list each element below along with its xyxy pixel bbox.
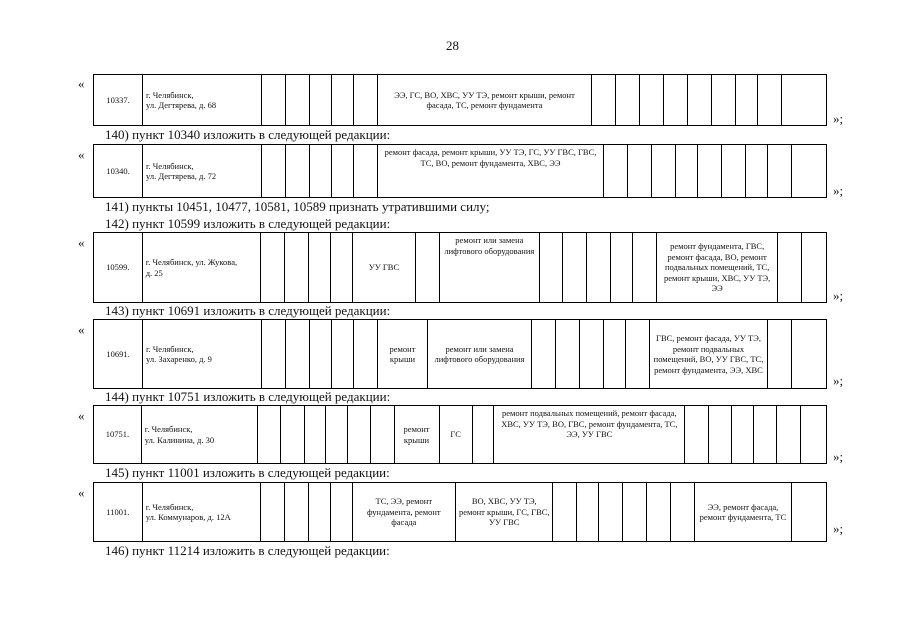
table-row xyxy=(93,232,827,303)
works-cell: ремонт крыши xyxy=(395,406,440,463)
address-cell xyxy=(143,320,262,388)
quote-open: « xyxy=(78,485,85,500)
row-number: 10599. xyxy=(94,233,143,302)
table-row xyxy=(93,74,827,126)
address-cell xyxy=(142,406,258,463)
works-cell: ремонт подвальных помещений, ремонт фасада, ХВС, УУ ТЭ, ВО, ГВС, ремонт фундамента, ТС, ЭЭ, УУ ГВС xyxy=(494,406,685,463)
address-city: г. Челябинск, xyxy=(146,343,194,354)
quote-open: « xyxy=(78,76,85,91)
address-city: г. Челябинск, ул. Жукова, xyxy=(145,257,238,267)
works-cell: ремонт фасада, ремонт крыши, УУ ТЭ, ГС, УУ ГВС, ГВС, ТС, ВО, ремонт фундамента, ХВС, ЭЭ xyxy=(378,145,604,197)
quote-close: »; xyxy=(833,521,844,536)
instruction-145: 145) пункт 11001 изложить в следующей редакции: xyxy=(105,465,390,480)
page-number: 28 xyxy=(446,38,459,53)
works-cell: ремонт крыши xyxy=(378,320,428,388)
address-city: г. Челябинск, xyxy=(145,501,194,512)
row-number: 11001. xyxy=(94,483,143,541)
works-cell: ЭЭ, ГС, ВО, ХВС, УУ ТЭ, ремонт крыши, ремонт фасада, ТС, ремонт фундамента xyxy=(378,75,592,125)
address-city: г. Челябинск, xyxy=(144,424,193,434)
instruction-146: 146) пункт 11214 изложить в следующей редакции: xyxy=(105,543,390,558)
address-street: ул. Дегтярева, д. 68 xyxy=(146,100,217,110)
quote-close: »; xyxy=(833,288,844,303)
instruction-141: 141) пункты 10451, 10477, 10581, 10589 признать утратившими силу; xyxy=(105,199,490,214)
works-cell: ГВС, ремонт фасада, УУ ТЭ, ремонт подвальных помещений, ВО, УУ ГВС, ТС, ремонт фундамента, ЭЭ, ХВС xyxy=(650,320,768,388)
row-number: 10337. xyxy=(94,75,143,125)
address-street: ул. Дегтярева, д. 72 xyxy=(146,171,217,181)
address-street: д. 25 xyxy=(145,267,163,278)
address-street: ул. Захаренко, д. 9 xyxy=(146,354,212,364)
works-cell: ремонт или замена лифтового оборудования xyxy=(428,320,532,388)
quote-close: »; xyxy=(833,183,844,198)
address-cell xyxy=(143,75,262,125)
address-street: ул. Коммунаров, д. 12А xyxy=(145,512,231,522)
works-cell: ремонт или замена лифтового оборудования xyxy=(440,233,539,302)
instruction-144: 144) пункт 10751 изложить в следующей редакции: xyxy=(105,389,391,404)
row-number: 10691. xyxy=(94,320,143,388)
address-cell xyxy=(143,145,262,197)
works-cell: ВО, ХВС, УУ ТЭ, ремонт крыши, ГС, ГВС, УУ ГВС xyxy=(456,483,553,541)
address-city: г. Челябинск, xyxy=(146,160,194,171)
quote-close: »; xyxy=(833,449,844,464)
works-cell: ГС xyxy=(440,406,473,463)
row-number: 10751. xyxy=(94,406,142,463)
instruction-142: 142) пункт 10599 изложить в следующей редакции: xyxy=(105,216,391,231)
address-city: г. Челябинск, xyxy=(146,89,194,100)
quote-close: »; xyxy=(833,111,844,126)
address-cell xyxy=(143,233,261,302)
works-cell: ЭЭ, ремонт фасада, ремонт фундамента, ТС xyxy=(695,483,792,541)
works-cell: УУ ГВС xyxy=(353,233,417,302)
quote-close: »; xyxy=(833,373,844,388)
table-row xyxy=(93,144,827,198)
table-row xyxy=(93,405,827,464)
table-row xyxy=(93,482,827,542)
quote-open: « xyxy=(78,322,85,337)
row-number: 10340. xyxy=(94,145,143,197)
quote-open: « xyxy=(78,147,85,162)
instruction-140: 140) пункт 10340 изложить в следующей редакции: xyxy=(105,127,391,142)
table-row xyxy=(93,319,827,389)
quote-open: « xyxy=(78,408,85,423)
works-cell: ТС, ЭЭ, ремонт фундамента, ремонт фасада xyxy=(353,483,456,541)
address-street: ул. Калинина, д. 30 xyxy=(144,434,215,445)
instruction-143: 143) пункт 10691 изложить в следующей редакции: xyxy=(105,303,391,318)
works-cell: ремонт фундамента, ГВС, ремонт фасада, ВО, ремонт подвальных помещений, ТС, ремонт крыши, ХВС, УУ ТЭ, ЭЭ xyxy=(657,233,778,302)
quote-open: « xyxy=(78,235,85,250)
address-cell xyxy=(143,483,261,541)
